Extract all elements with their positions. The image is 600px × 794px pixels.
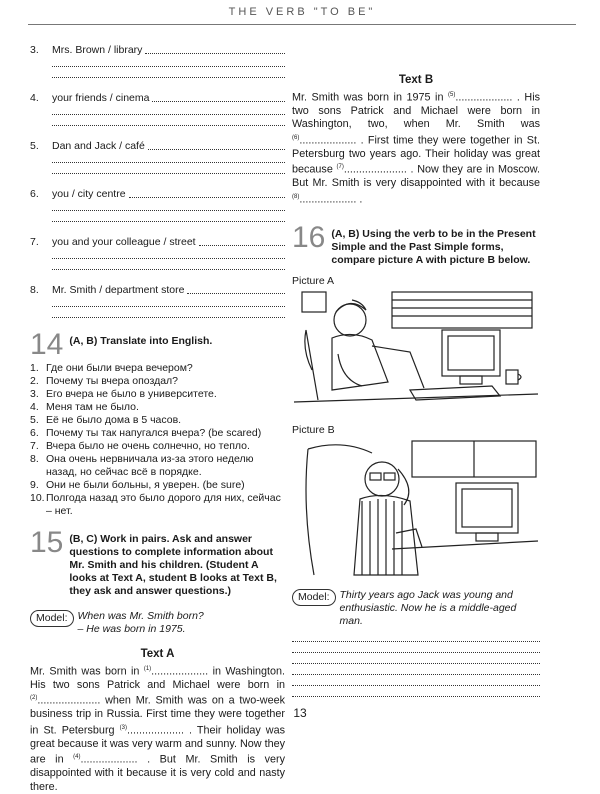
exercise-item xyxy=(30,284,285,318)
list-item xyxy=(30,362,285,375)
item-number: 8. xyxy=(30,284,39,296)
item-number: 10. xyxy=(30,492,45,504)
model-label: Model: xyxy=(30,610,74,627)
model-example xyxy=(30,610,285,636)
running-header: THE VERB "TO BE" xyxy=(228,6,376,18)
answer-blank[interactable] xyxy=(52,211,285,222)
item-text: Меня там не было. xyxy=(46,401,139,413)
item-text: Она очень нервничала из-за этого неделю назад, но сейчас всё в порядке. xyxy=(46,453,254,478)
text-b-body: Mr. Smith was born in 1975 in $^{(5)}$................... . His two sons Patrick and Michael were born in Washington, two, when Mr. Smith was $^{(6)}$................... . First time they were together in St. Petersburg two years ago. Their holiday was great because $^{(7)}$..................... . Now they are in Moscow. But Mr. Smith is very disappointed with it because $^{(8)}$................... . xyxy=(292,91,540,206)
answer-blank[interactable] xyxy=(52,115,285,126)
exercise-number: 15 xyxy=(30,526,64,559)
text-a-title: Text A xyxy=(140,648,175,660)
picture-b-illustration xyxy=(292,439,540,579)
item-text: Почему ты вчера опоздал? xyxy=(46,375,179,387)
item-text: Они не были больны, я уверен. (be sure) xyxy=(46,479,245,491)
header-rule xyxy=(28,24,576,25)
exercise-item xyxy=(30,92,285,126)
item-number: 6. xyxy=(30,188,39,200)
exercise-item xyxy=(30,236,285,270)
list-item xyxy=(30,388,285,401)
exercise-instruction: (A, B) Using the verb to be in the Present Simple and the Past Simple forms, compare picture A with picture B below. xyxy=(331,227,536,266)
item-number: 7. xyxy=(30,236,39,248)
item-number: 7. xyxy=(30,440,39,452)
answer-blank[interactable] xyxy=(52,104,285,115)
item-number: 9. xyxy=(30,479,39,491)
text-b-title: Text B xyxy=(398,74,434,86)
exercise-14-heading xyxy=(30,328,285,361)
list-item xyxy=(30,401,285,414)
list-item xyxy=(30,440,285,453)
item-number: 2. xyxy=(30,375,39,387)
picture-a-label: Picture A xyxy=(292,274,335,287)
left-column xyxy=(30,44,285,794)
answer-blank[interactable] xyxy=(292,631,540,642)
item-prompt: Mr. Smith / department store xyxy=(52,284,185,296)
answer-blank[interactable] xyxy=(292,642,540,653)
model-question: When was Mr. Smith born? xyxy=(77,610,204,622)
right-column xyxy=(292,44,540,697)
item-number: 4. xyxy=(30,92,39,104)
answer-blank[interactable] xyxy=(52,152,285,163)
item-number: 3. xyxy=(30,44,39,56)
item-text: Полгода назад это было дорого для них, сейчас – нет. xyxy=(46,492,281,517)
item-prompt: Mrs. Brown / library xyxy=(52,44,143,56)
item-text: Вчера было не очень солнечно, но тепло. xyxy=(46,440,250,452)
answer-blank[interactable] xyxy=(292,653,540,664)
exercise-number: 14 xyxy=(30,328,64,361)
item-prompt: Dan and Jack / café xyxy=(52,140,145,152)
exercise-item xyxy=(30,188,285,222)
model-label: Model: xyxy=(292,589,336,606)
answer-blank[interactable] xyxy=(52,248,285,259)
answer-blank[interactable] xyxy=(52,259,285,270)
answer-blank[interactable] xyxy=(292,675,540,686)
list-item xyxy=(30,492,285,518)
answer-blank[interactable] xyxy=(129,188,285,198)
answer-blank[interactable] xyxy=(52,67,285,78)
model-example xyxy=(292,589,540,628)
exercise-16-heading xyxy=(292,220,540,267)
answer-blank[interactable] xyxy=(52,296,285,307)
item-number: 1. xyxy=(30,362,39,374)
picture-b-label: Picture B xyxy=(292,423,335,436)
item-number: 4. xyxy=(30,401,39,413)
item-prompt: you / city centre xyxy=(52,188,126,200)
exercise-number: 16 xyxy=(292,220,326,254)
model-answer: – He was born in 1975. xyxy=(77,623,186,635)
list-item xyxy=(30,375,285,388)
item-number: 3. xyxy=(30,388,39,400)
item-text: Где они были вчера вечером? xyxy=(46,362,193,374)
model-text: Thirty years ago Jack was young and enthusiastic. Now he is a middle-aged man. xyxy=(339,588,517,627)
list-item xyxy=(30,453,285,479)
answer-blank[interactable] xyxy=(52,163,285,174)
exercise-item xyxy=(30,44,285,78)
item-text: Её не было дома в 5 часов. xyxy=(46,414,182,426)
exercise-13-items xyxy=(30,44,285,318)
answer-blank[interactable] xyxy=(148,140,285,150)
picture-a-illustration xyxy=(292,290,540,416)
item-text: Его вчера не было в университете. xyxy=(46,388,217,400)
answer-blank[interactable] xyxy=(52,200,285,211)
list-item xyxy=(30,479,285,492)
answer-lines xyxy=(292,631,540,697)
item-number: 8. xyxy=(30,453,39,465)
answer-blank[interactable] xyxy=(199,236,285,246)
item-text: Почему ты так напугался вчера? (be scared) xyxy=(46,427,262,439)
answer-blank[interactable] xyxy=(292,686,540,697)
answer-blank[interactable] xyxy=(187,284,285,294)
item-prompt: your friends / cinema xyxy=(52,92,150,104)
translation-list xyxy=(30,362,285,518)
exercise-instruction: (B, C) Work in pairs. Ask and answer questions to complete information about Mr. Smith and his children. (Student A looks at Text A, student B looks at Text B, they ask and answer questions.) xyxy=(69,533,277,597)
text-a-body: Mr. Smith was born in $^{(1)}$................... in Washington. His two sons Patrick and Michael were born in $^{(2)}$..................... when Mr. Smith was on a two-week business trip in Russia. First time they were together in St. Petersburg $^{(3)}$................... . Their holiday was great because it was very warm and sunny. Now they are in $^{(4)}$................... . But Mr. Smith is very disappointed with it because it is very cold and nasty there. xyxy=(30,665,286,793)
answer-blank[interactable] xyxy=(52,56,285,67)
item-number: 5. xyxy=(30,140,39,152)
answer-blank[interactable] xyxy=(152,92,285,102)
exercise-15-heading xyxy=(30,526,285,598)
item-number: 6. xyxy=(30,427,39,439)
answer-blank[interactable] xyxy=(292,664,540,675)
item-number: 5. xyxy=(30,414,39,426)
answer-blank[interactable] xyxy=(52,307,285,318)
exercise-instruction: (A, B) Translate into English. xyxy=(69,335,213,347)
item-prompt: you and your colleague / street xyxy=(52,236,196,248)
exercise-item xyxy=(30,140,285,174)
page-number: 13 xyxy=(293,706,307,720)
list-item xyxy=(30,414,285,427)
answer-blank[interactable] xyxy=(145,44,285,54)
list-item xyxy=(30,427,285,440)
